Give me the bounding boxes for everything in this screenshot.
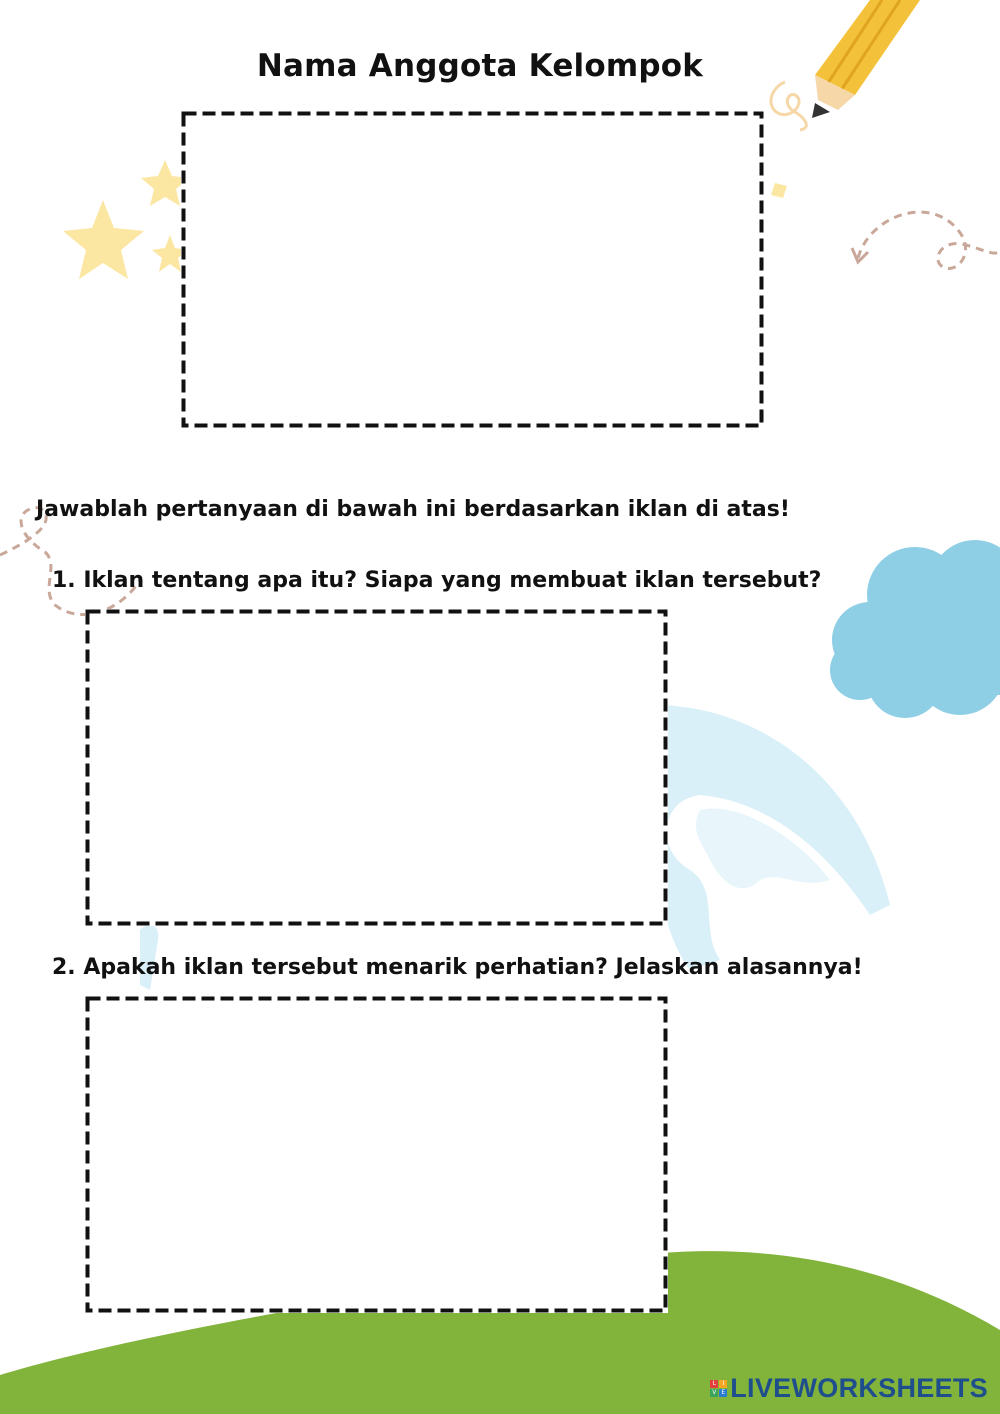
question-2-answer-box[interactable] bbox=[85, 996, 668, 1313]
brand-name: LIVEWORKSHEETS bbox=[730, 1373, 988, 1403]
liveworksheets-brand bbox=[710, 1373, 988, 1404]
question-2-text: 2. Apakah iklan tersebut menarik perhatian? Jelaskan alasannya! bbox=[52, 955, 863, 980]
group-members-box[interactable] bbox=[181, 111, 764, 428]
dashed-border bbox=[85, 996, 668, 1313]
question-1-answer-box[interactable] bbox=[85, 609, 668, 926]
page-title: Nama Anggota Kelompok bbox=[256, 48, 704, 84]
instruction-text: Jawablah pertanyaan di bawah ini berdasarkan iklan di atas! bbox=[36, 497, 790, 522]
dashed-border bbox=[85, 609, 668, 926]
cloud-icon bbox=[830, 540, 1000, 718]
liveworksheets-logo-icon: L I V E bbox=[710, 1380, 727, 1397]
dashed-border bbox=[181, 111, 764, 428]
question-1-text: 1. Iklan tentang apa itu? Siapa yang membuat iklan tersebut? bbox=[52, 568, 822, 593]
